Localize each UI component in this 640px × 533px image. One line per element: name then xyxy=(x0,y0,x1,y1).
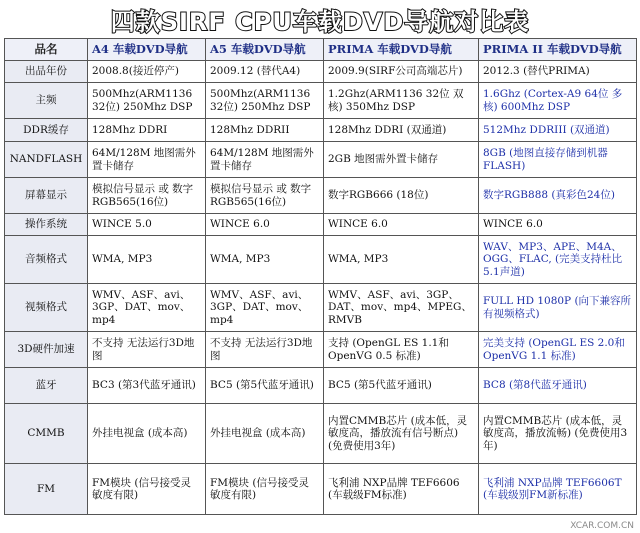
table-cell: 不支持 无法运行3D地图 xyxy=(206,332,324,368)
header-product: 品名 xyxy=(5,39,88,61)
table-cell: 支持 (OpenGL ES 1.1和OpenVG 0.5 标准) xyxy=(324,332,479,368)
row-label: 蓝牙 xyxy=(5,368,88,404)
table-cell: 外挂电视盒 (成本高) xyxy=(88,404,206,464)
table-row xyxy=(5,61,637,83)
table-cell: WMA, MP3 xyxy=(206,236,324,284)
table-cell: 128Mhz DDRII xyxy=(206,119,324,142)
table-cell: 500Mhz(ARM1136 32位) 250Mhz DSP xyxy=(206,83,324,119)
watermark: XCAR.COM.CN xyxy=(570,521,634,531)
table-row xyxy=(5,464,637,515)
row-label: 音频格式 xyxy=(5,236,88,284)
table-row xyxy=(5,236,637,284)
table-cell: FM模块 (信号接受灵敏度有限) xyxy=(88,464,206,515)
table-cell: 飞利浦 NXP品牌 TEF6606 (车载级FM标准) xyxy=(324,464,479,515)
page-title: 四款SIRF CPU车载DVD导航对比表 xyxy=(110,7,530,36)
row-label: 视频格式 xyxy=(5,284,88,332)
table-row xyxy=(5,142,637,178)
header-a5: A5 车载DVD导航 xyxy=(206,39,324,61)
table-cell: WAV、MP3、APE、M4A、OGG、FLAC, (完美支持杜比5.1声道) xyxy=(479,236,637,284)
table-cell: 2012.3 (替代PRIMA) xyxy=(479,61,637,83)
row-label: 3D硬件加速 xyxy=(5,332,88,368)
table-cell: 数字RGB888 (真彩色24位) xyxy=(479,178,637,214)
header-prima: PRIMA 车载DVD导航 xyxy=(324,39,479,61)
table-cell: 500Mhz(ARM1136 32位) 250Mhz DSP xyxy=(88,83,206,119)
table-cell: BC8 (第8代蓝牙通讯) xyxy=(479,368,637,404)
table-row xyxy=(5,284,637,332)
row-label: DDR缓存 xyxy=(5,119,88,142)
header-a4: A4 车载DVD导航 xyxy=(88,39,206,61)
table-row xyxy=(5,178,637,214)
table-cell: 128Mhz DDRI (双通道) xyxy=(324,119,479,142)
row-label: CMMB xyxy=(5,404,88,464)
row-label: 主频 xyxy=(5,83,88,119)
table-cell: FULL HD 1080P (向下兼容所有视频格式) xyxy=(479,284,637,332)
table-cell: 2GB 地图需外置卡储存 xyxy=(324,142,479,178)
row-label: NANDFLASH xyxy=(5,142,88,178)
row-label: 操作系统 xyxy=(5,214,88,236)
table-cell: 64M/128M 地图需外置卡储存 xyxy=(206,142,324,178)
table-cell: 2009.12 (替代A4) xyxy=(206,61,324,83)
table-cell: 内置CMMB芯片 (成本低，灵敏度高，播放流有信号断点) (免费使用3年) xyxy=(324,404,479,464)
table-cell: 8GB (地图直接存储到机器FLASH) xyxy=(479,142,637,178)
table-row xyxy=(5,404,637,464)
table-cell: WMV、ASF、avi、3GP、DAT、mov、mp4 xyxy=(88,284,206,332)
table-cell: WMV、ASF、avi、3GP、DAT、mov、mp4、MPEG、RMVB xyxy=(324,284,479,332)
table-cell: 模拟信号显示 或 数字RGB565(16位) xyxy=(206,178,324,214)
table-cell: 飞利浦 NXP品牌 TEF6606T (车载级别FM新标准) xyxy=(479,464,637,515)
table-cell: WMV、ASF、avi、3GP、DAT、mov、mp4 xyxy=(206,284,324,332)
table-cell: 不支持 无法运行3D地图 xyxy=(88,332,206,368)
table-cell: BC5 (第5代蓝牙通讯) xyxy=(206,368,324,404)
table-cell: WMA, MP3 xyxy=(88,236,206,284)
table-cell: BC3 (第3代蓝牙通讯) xyxy=(88,368,206,404)
table-cell: 512Mhz DDRIII (双通道) xyxy=(479,119,637,142)
table-cell: 128Mhz DDRI xyxy=(88,119,206,142)
header-prima-ii: PRIMA II 车载DVD导航 xyxy=(479,39,637,61)
table-row xyxy=(5,83,637,119)
table-cell: WINCE 6.0 xyxy=(206,214,324,236)
table-cell: 1.2Ghz(ARM1136 32位 双核) 350Mhz DSP xyxy=(324,83,479,119)
comparison-table xyxy=(4,38,637,515)
table-cell: 2009.9(SIRF公司高端芯片) xyxy=(324,61,479,83)
table-row xyxy=(5,332,637,368)
table-row xyxy=(5,119,637,142)
table-cell: 完美支持 (OpenGL ES 2.0和OpenVG 1.1 标准) xyxy=(479,332,637,368)
table-cell: BC5 (第5代蓝牙通讯) xyxy=(324,368,479,404)
table-cell: WINCE 6.0 xyxy=(324,214,479,236)
row-label: 屏幕显示 xyxy=(5,178,88,214)
row-label: 出品年份 xyxy=(5,61,88,83)
table-cell: 外挂电视盒 (成本高) xyxy=(206,404,324,464)
table-cell: FM模块 (信号接受灵敏度有限) xyxy=(206,464,324,515)
table-cell: 1.6Ghz (Cortex-A9 64位 多核) 600Mhz DSP xyxy=(479,83,637,119)
row-label: FM xyxy=(5,464,88,515)
table-cell: 64M/128M 地图需外置卡储存 xyxy=(88,142,206,178)
table-cell: 2008.8(接近停产) xyxy=(88,61,206,83)
table-cell: WINCE 6.0 xyxy=(479,214,637,236)
table-cell: 模拟信号显示 或 数字RGB565(16位) xyxy=(88,178,206,214)
table-cell: WMA, MP3 xyxy=(324,236,479,284)
table-row xyxy=(5,214,637,236)
table-cell: 内置CMMB芯片 (成本低，灵敏度高，播放流畅) (免费使用3年) xyxy=(479,404,637,464)
table-cell: 数字RGB666 (18位) xyxy=(324,178,479,214)
table-cell: WINCE 5.0 xyxy=(88,214,206,236)
header-row xyxy=(5,39,637,61)
table-row xyxy=(5,368,637,404)
